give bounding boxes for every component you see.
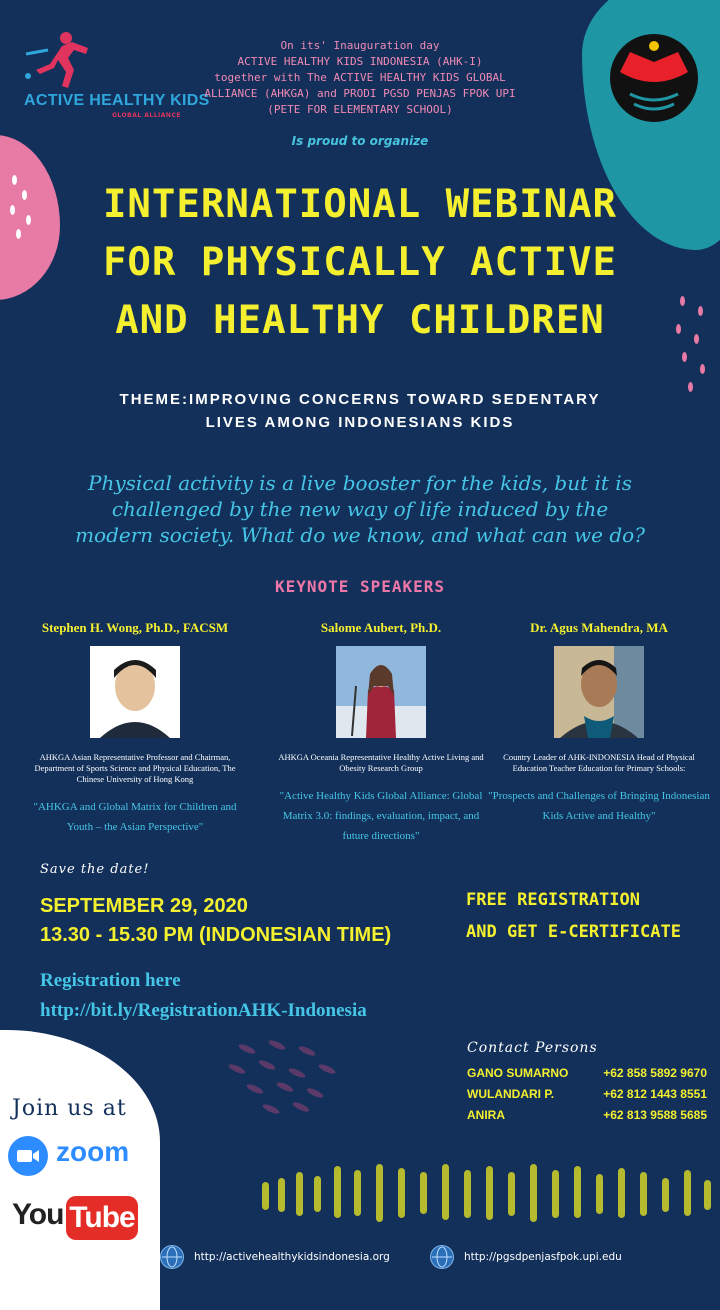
speaker-role: Country Leader of AHK-INDONESIA Head of Physical Education Teacher Education for Primary Schools: bbox=[503, 752, 695, 773]
proud-to-organize: Is proud to organize bbox=[291, 134, 429, 148]
speaker-role: AHKGA Oceania Representative Healthy Active Living and Obesity Research Group bbox=[278, 752, 484, 773]
title-line: FOR PHYSICALLY ACTIVE bbox=[102, 240, 618, 285]
zoom-icon bbox=[8, 1136, 48, 1176]
upi-emblem-icon bbox=[608, 32, 700, 124]
save-the-date: Save the date! bbox=[40, 862, 150, 877]
contact-heading: Contact Persons bbox=[467, 1040, 598, 1056]
intro-line: ACTIVE HEALTHY KIDS INDONESIA (AHK-I) bbox=[237, 55, 483, 68]
speaker-photo bbox=[554, 646, 644, 738]
ahk-logo-subtext: GLOBAL ALLIANCE bbox=[112, 112, 181, 119]
title-line: AND HEALTHY CHILDREN bbox=[115, 298, 605, 343]
contact-name: WULANDARI P. bbox=[467, 1087, 555, 1101]
contact-phone[interactable]: +62 812 1443 8551 bbox=[603, 1087, 707, 1101]
intro-text bbox=[190, 38, 530, 118]
contact-row bbox=[467, 1066, 707, 1086]
intro-line: (PETE FOR ELEMENTARY SCHOOL) bbox=[267, 103, 453, 116]
webinar-title bbox=[40, 176, 680, 350]
speaker-name: Salome Aubert, Ph.D. bbox=[320, 620, 442, 635]
footer-link-ahk[interactable] bbox=[160, 1244, 390, 1270]
speaker-photo bbox=[336, 646, 426, 738]
theme-line: LIVES AMONG INDONESIANS KIDS bbox=[205, 414, 515, 431]
theme-text bbox=[60, 388, 660, 434]
title-line: INTERNATIONAL WEBINAR bbox=[102, 182, 618, 227]
intro-line: ALLIANCE (AHKGA) and PRODI PGSD PENJAS FPOK UPI bbox=[204, 87, 516, 100]
speaker-talk-title: "Prospects and Challenges of Bringing Indonesian Kids Active and Healthy" bbox=[488, 790, 710, 822]
speaker-name: Stephen H. Wong, Ph.D., FACSM bbox=[41, 620, 229, 635]
speaker-name: Dr. Agus Mahendra, MA bbox=[530, 620, 668, 635]
tagline-quote bbox=[30, 470, 690, 548]
globe-icon bbox=[430, 1245, 454, 1269]
zoom-logo-text: zoom bbox=[56, 1136, 130, 1167]
speaker-card bbox=[484, 620, 714, 826]
purple-dashes-decor bbox=[228, 1040, 348, 1120]
speaker-card bbox=[266, 620, 496, 846]
quote-line: challenged by the new way of life induced by the bbox=[111, 497, 609, 521]
event-date: SEPTEMBER 29, 2020 bbox=[40, 895, 248, 917]
footer-url: http://pgsdpenjasfpok.upi.edu bbox=[464, 1251, 622, 1263]
event-datetime bbox=[40, 892, 391, 950]
globe-icon bbox=[160, 1245, 184, 1269]
ahk-logo-text: ACTIVE HEALTHY KIDS bbox=[24, 92, 210, 109]
registration-link[interactable]: http://bit.ly/RegistrationAHK-Indonesia bbox=[40, 1000, 367, 1021]
contact-name: GANO SUMARNO bbox=[467, 1066, 569, 1080]
contact-row bbox=[467, 1087, 707, 1107]
footer-url: http://activehealthykidsindonesia.org bbox=[194, 1251, 390, 1263]
speaker-talk-title: "AHKGA and Global Matrix for Children and Youth – the Asian Perspective" bbox=[33, 801, 237, 833]
youtube-logo-tube: Tube bbox=[66, 1196, 138, 1240]
contact-row bbox=[467, 1108, 707, 1128]
speaker-talk-title: "Active Healthy Kids Global Alliance: Global Matrix 3.0: findings, evaluation, impact, and future directions" bbox=[279, 790, 483, 842]
join-us-label: Join us at bbox=[12, 1096, 127, 1121]
youtube-logo-you: You bbox=[12, 1198, 64, 1231]
theme-line: THEME:IMPROVING CONCERNS TOWARD SEDENTARY bbox=[119, 391, 601, 408]
free-line: AND GET E-CERTIFICATE bbox=[466, 922, 681, 942]
quote-line: modern society. What do we know, and what can we do? bbox=[75, 523, 645, 547]
keynote-heading: KEYNOTE SPEAKERS bbox=[274, 577, 446, 596]
speaker-card bbox=[20, 620, 250, 837]
intro-line: On its' Inauguration day bbox=[280, 39, 440, 52]
speaker-role: AHKGA Asian Representative Professor and Chairman, Department of Sports Science and Physical Education, The Chinese University of Hong Kong bbox=[34, 752, 236, 784]
footer-link-upi[interactable] bbox=[430, 1244, 622, 1270]
free-registration bbox=[466, 884, 681, 948]
quote-line: Physical activity is a live booster for the kids, but it is bbox=[88, 471, 632, 495]
event-time: 13.30 - 15.30 PM (INDONESIAN TIME) bbox=[40, 924, 392, 946]
olive-strokes-decor bbox=[258, 1160, 718, 1230]
running-kid-icon bbox=[22, 30, 94, 90]
intro-line: together with The ACTIVE HEALTHY KIDS GLOBAL bbox=[214, 71, 506, 84]
contact-name: ANIRA bbox=[467, 1108, 505, 1122]
free-line: FREE REGISTRATION bbox=[466, 890, 640, 910]
contact-phone[interactable]: +62 813 9588 5685 bbox=[603, 1108, 707, 1122]
speaker-photo bbox=[90, 646, 180, 738]
registration-block bbox=[40, 966, 367, 1026]
registration-label: Registration here bbox=[40, 970, 181, 991]
contact-phone[interactable]: +62 858 5892 9670 bbox=[603, 1066, 707, 1080]
